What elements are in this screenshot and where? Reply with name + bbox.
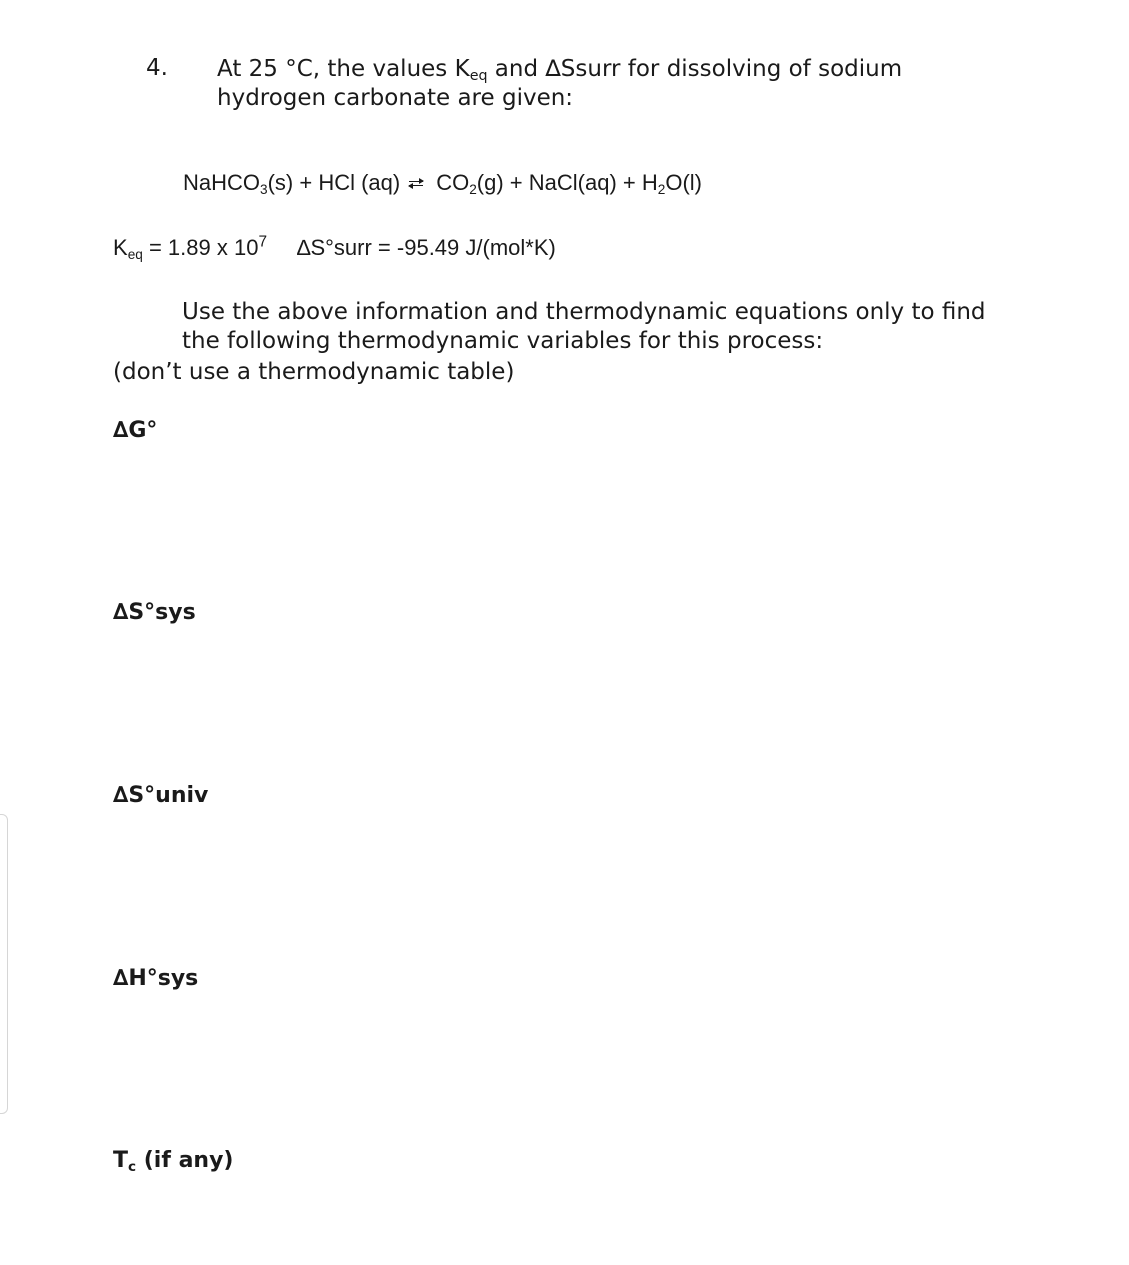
tc-suffix: (if any)	[136, 1148, 234, 1173]
keq-label: K	[113, 235, 128, 260]
product-subscript-2: 2	[657, 181, 666, 197]
product-subscript-1: 2	[469, 181, 477, 197]
intro-text-a: At 25 °C, the values K	[217, 56, 470, 82]
question-intro-line1	[217, 55, 902, 84]
reactant-text-a: NaHCO	[183, 170, 261, 195]
keq-subscript: eq	[469, 67, 488, 84]
keq-exponent: 7	[258, 233, 267, 251]
answer-label-dssys: ∆S°sys	[113, 600, 196, 625]
question-intro-line2: hydrogen carbonate are given:	[217, 85, 574, 111]
equilibrium-arrows-icon	[408, 179, 424, 189]
left-edge-panel[interactable]	[0, 814, 8, 1114]
instructions-line1: Use the above information and thermodynamic equations only to find	[182, 299, 986, 325]
dssurr-value: ∆S°surr = -95.49 J/(mol*K)	[297, 235, 556, 260]
tc-letter: T	[113, 1148, 129, 1173]
keq-label-subscript: eq	[127, 246, 143, 262]
instructions-line2: the following thermodynamic variables for this process:	[182, 328, 824, 354]
reactant-subscript: 3	[260, 181, 268, 197]
keq-value	[113, 235, 267, 260]
instructions	[182, 298, 986, 356]
reaction-equation	[183, 170, 702, 196]
answer-label-dsuniv: ∆S°univ	[113, 783, 209, 808]
product-text-b: (g) + NaCl(aq) + H	[476, 170, 658, 195]
answer-label-tc	[113, 1148, 233, 1173]
keq-number: = 1.89 x 10	[142, 235, 259, 260]
product-text-c: O(l)	[665, 170, 702, 195]
answer-label-dhsys: ∆H°sys	[113, 966, 199, 991]
question-number: 4.	[146, 55, 168, 81]
intro-text-b: and ∆Ssurr for dissolving of sodium	[487, 56, 903, 82]
given-values	[113, 235, 556, 261]
reactant-text-b: (s) + HCl (aq)	[267, 170, 401, 195]
tc-subscript: c	[128, 1158, 137, 1175]
question-intro	[217, 55, 902, 113]
instruction-note: (don’t use a thermodynamic table)	[113, 359, 515, 385]
product-text-a: CO	[436, 170, 470, 195]
answer-label-dg: ∆G°	[113, 418, 158, 443]
reactants	[183, 170, 400, 195]
products	[436, 170, 702, 195]
